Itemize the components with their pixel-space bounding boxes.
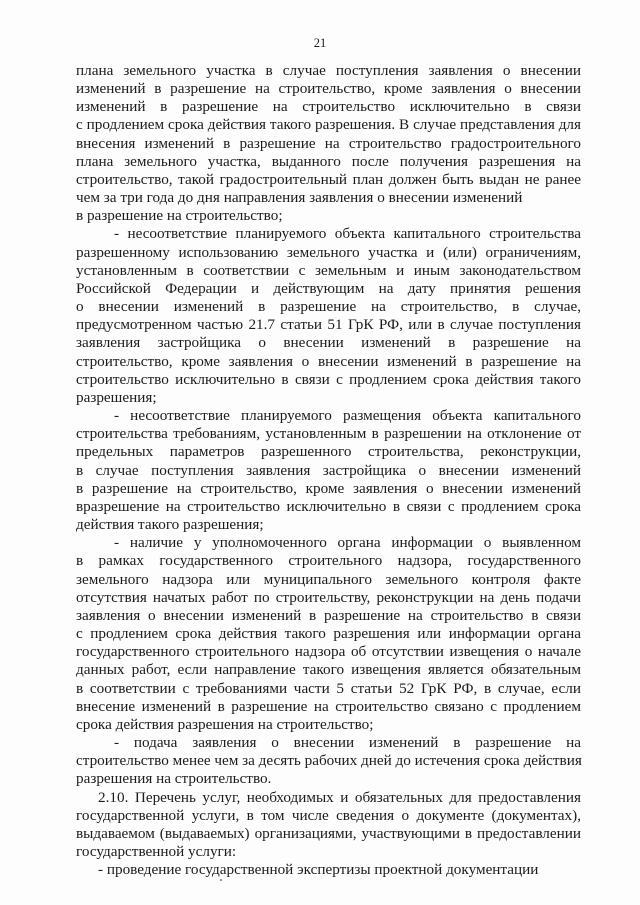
text-line: в разрешение на строительство; xyxy=(76,207,283,224)
text-line: - несоответствие планируемого размещения объекта капитального xyxy=(114,407,581,424)
text-line: изменений в разрешение на строительство, кроме заявления о внесении xyxy=(76,80,581,97)
text-line: установленным в соответствии с земельным и иным законодательством xyxy=(76,262,581,279)
scan-speck xyxy=(220,879,222,881)
text-line: Российской Федерации и действующим на дату принятия решения xyxy=(76,280,581,297)
text-line: заявления о внесении изменений в разрешение на строительство в связи xyxy=(76,607,581,624)
text-line: с продлением срока действия такого разрешения или информации органа xyxy=(76,625,581,642)
text-line: разрешения на строительство. xyxy=(76,770,272,787)
text-line: плана земельного участка, выданного после получения разрешения на xyxy=(76,153,581,170)
text-line: - несоответствие планируемого объекта капитального строительства xyxy=(114,225,581,242)
text-line: внесения изменений в разрешение на строительство градостроительного xyxy=(76,135,581,152)
text-line: строительства требованиям, установленным в разрешении на отклонение от xyxy=(76,425,581,442)
text-line: - наличие у уполномоченного органа информации о выявленном xyxy=(114,534,581,551)
text-line: срока действия разрешения на строительство; xyxy=(76,716,374,733)
text-line: строительство, такой градостроительный план должен быть выдан не ранее xyxy=(76,171,581,188)
text-line: разрешенному использованию земельного участка и (или) ограничениям, xyxy=(76,244,581,261)
text-line: предусмотренном частью 21.7 статьи 51 ГрК РФ, или в случае поступления xyxy=(76,316,581,333)
text-line: о внесении изменений в разрешение на строительство, в случае, xyxy=(76,298,581,315)
text-line: в случае поступления заявления застройщика о внесении изменений xyxy=(76,462,581,479)
text-line: разрешения; xyxy=(76,389,157,406)
text-line: государственной услуги: xyxy=(76,843,237,860)
text-line: предельных параметров разрешенного строительства, реконструкции, xyxy=(76,443,581,460)
page-number: 21 xyxy=(313,36,327,50)
text-line: в рамках государственного строительного надзора, государственного xyxy=(76,552,581,569)
text-line: земельного надзора или муниципального земельного контроля факте xyxy=(76,571,581,588)
text-line: государственной услуги, в том числе сведения о документе (документах), xyxy=(76,807,581,824)
text-line: строительство менее чем за десять рабочих дней до истечения срока действия xyxy=(76,752,582,769)
text-line: государственного строительного надзора об отсутствии извещения о начале xyxy=(76,643,581,660)
text-line: - подача заявления о внесении изменений в разрешение на xyxy=(114,734,581,751)
text-line: в разрешение на строительство, кроме заявления о внесении изменений xyxy=(76,480,581,497)
text-line: - проведение государственной экспертизы проектной документации xyxy=(98,861,539,878)
text-line: плана земельного участка в случае поступления заявления о внесении xyxy=(76,62,581,79)
text-line: в соответствии с требованиями части 5 статьи 52 ГрК РФ, в случае, если xyxy=(76,680,581,697)
text-line: действия такого разрешения; xyxy=(76,516,264,533)
text-line: отсутствия начатых работ по строительству, реконструкции на день подачи xyxy=(76,589,581,606)
text-line: заявления застройщика о внесении изменений в разрешение на xyxy=(76,334,581,351)
text-line: 2.10. Перечень услуг, необходимых и обязательных для предоставления xyxy=(98,789,581,806)
text-line: внесение изменений в разрешение на строительство связано с продлением xyxy=(76,698,581,715)
text-line: строительство, кроме заявления о внесении изменений в разрешение на xyxy=(76,353,581,370)
text-line: изменений в разрешение на строительство исключительно в связи xyxy=(76,98,581,115)
text-line: чем за три года до дня направления заявления о внесении изменений xyxy=(76,189,523,206)
text-line: вразрешение на строительство исключительно в связи с продлением срока xyxy=(76,498,581,515)
text-line: строительство исключительно в связи с продлением срока действия такого xyxy=(76,371,581,388)
text-line: выдаваемом (выдаваемых) организациями, участвующими в предоставлении xyxy=(76,825,581,842)
text-line: с продлением срока действия такого разрешения. В случае представления для xyxy=(76,116,581,133)
text-line: данных работ, если направление такого извещения является обязательным xyxy=(76,661,581,678)
